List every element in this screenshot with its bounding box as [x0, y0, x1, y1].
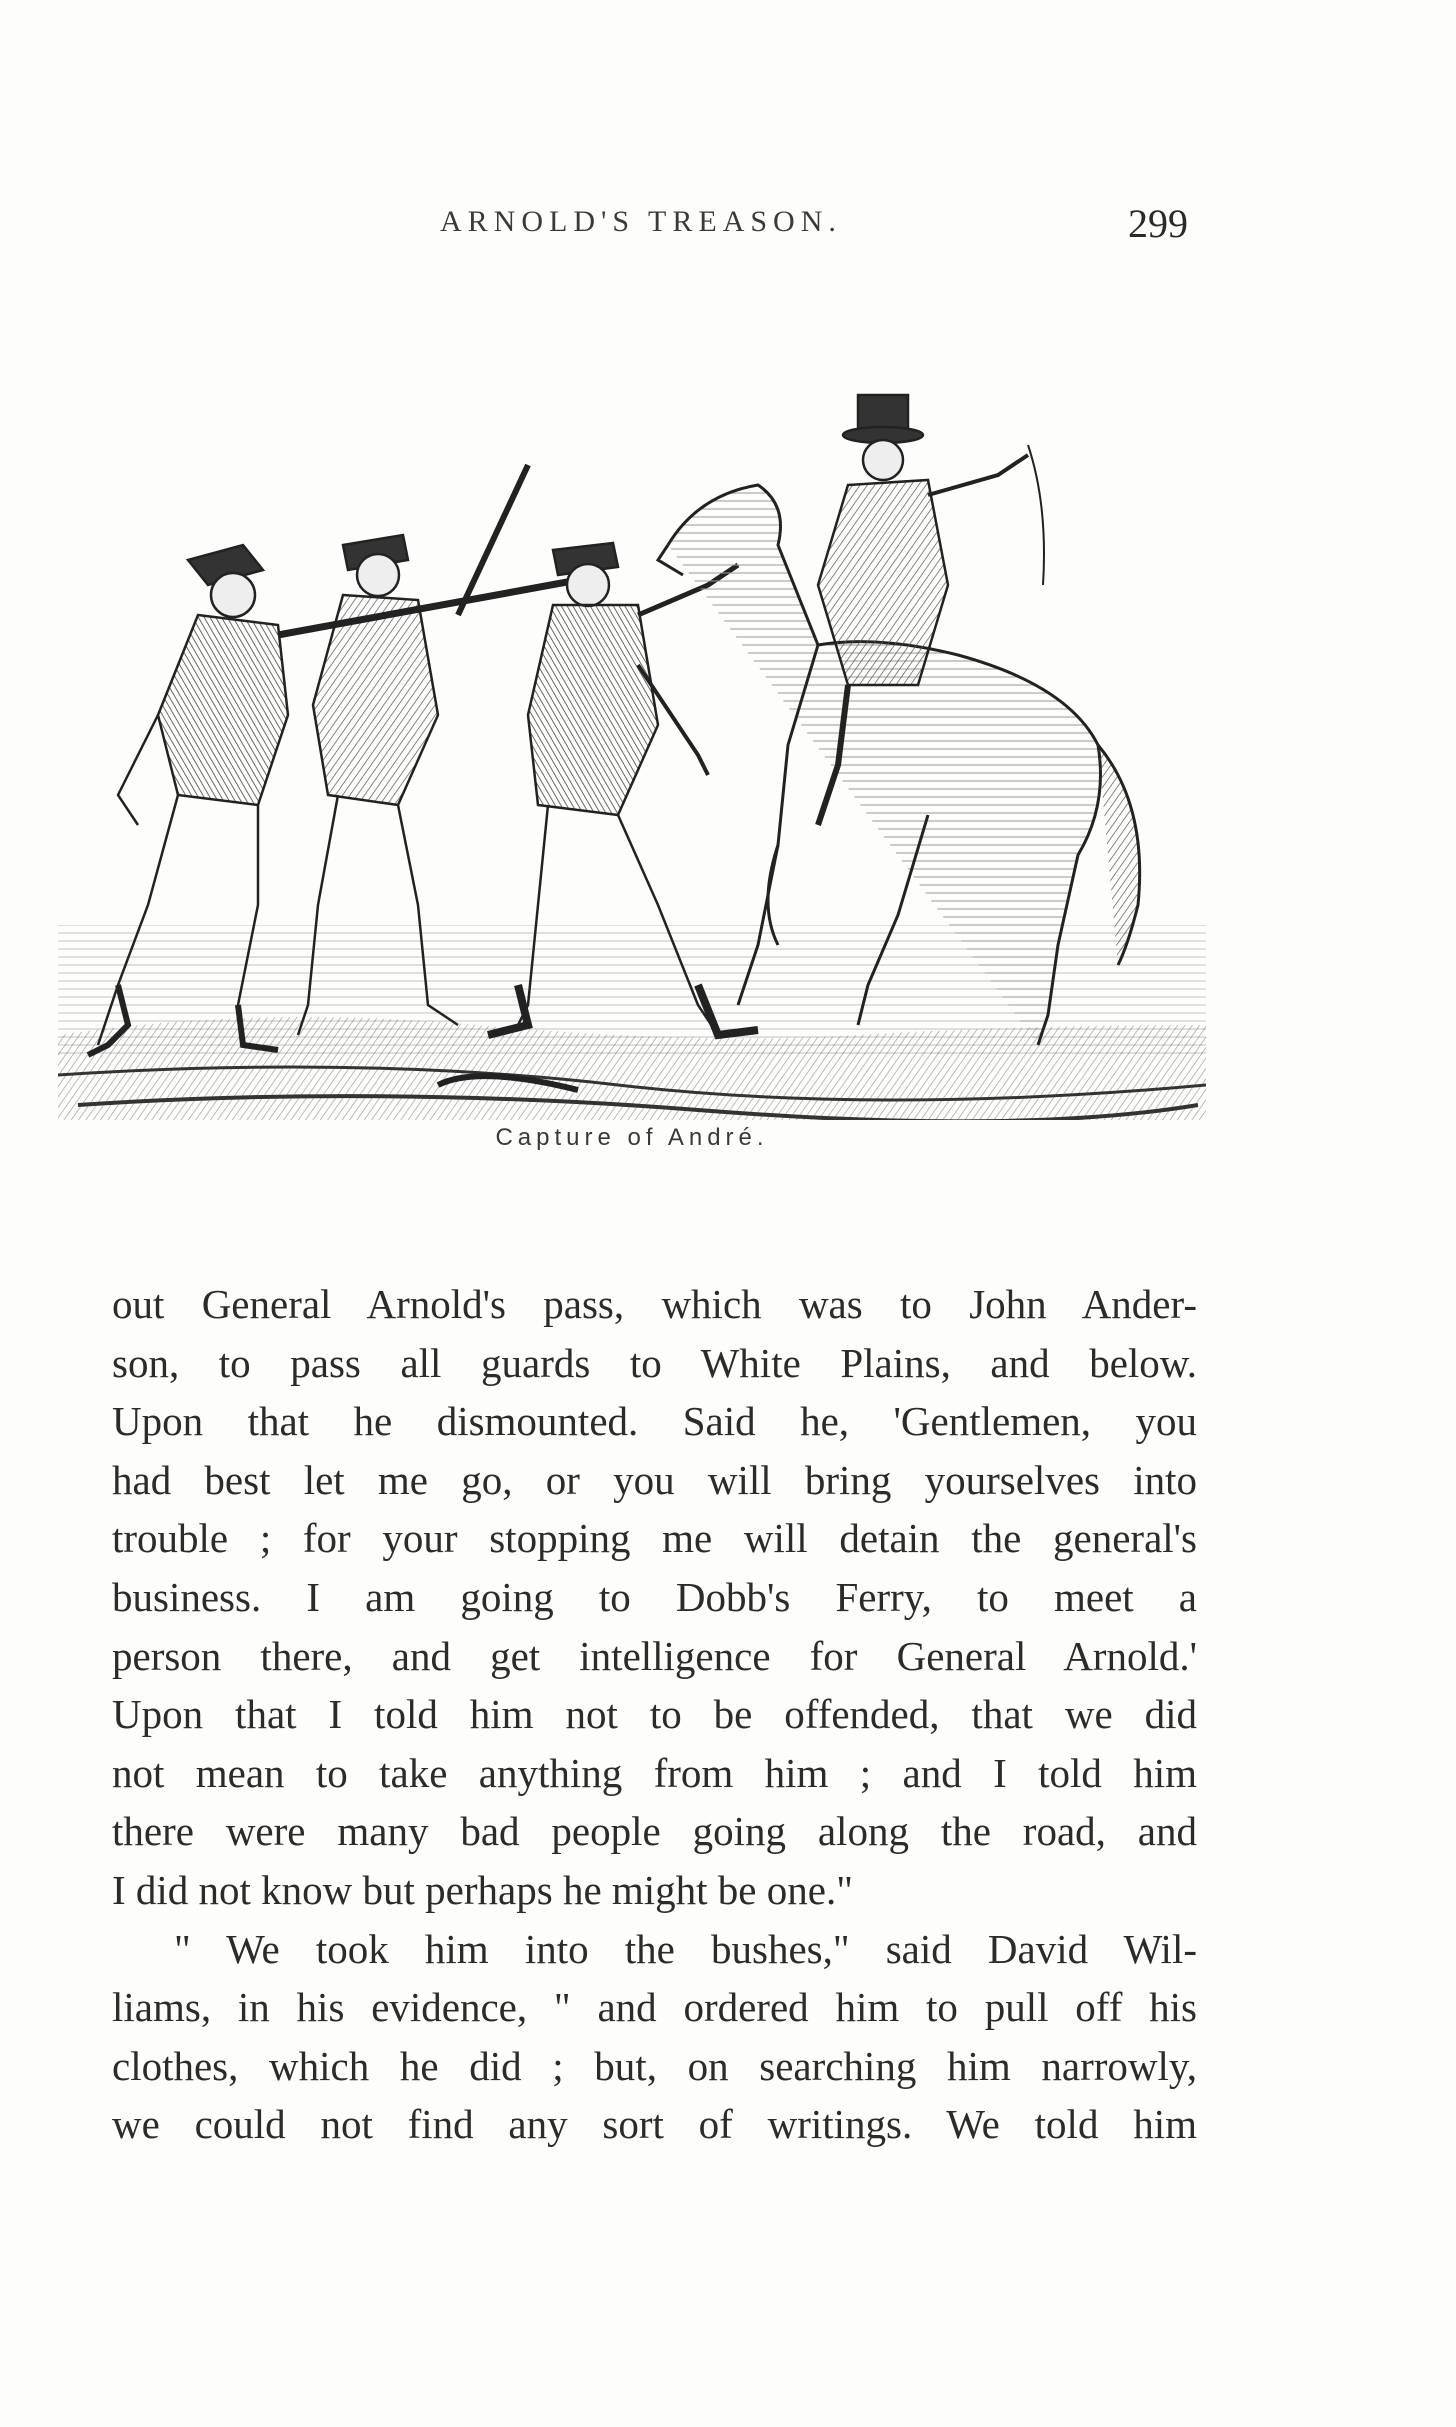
text-line: Upon that he dismounted. Said he, 'Gentlemen, you [112, 1398, 1197, 1445]
text-line: Upon that I told him not to be offended, that we did [112, 1691, 1197, 1738]
body-text [112, 1275, 1197, 2154]
text-line: business. I am going to Dobb's Ferry, to meet a [112, 1573, 1197, 1620]
text-line: had best let me go, or you will bring yourselves into [112, 1456, 1197, 1503]
text-line: we could not find any sort of writings. We told him [112, 2101, 1197, 2148]
text-line: " We took him into the bushes," said David Wil- [174, 1925, 1197, 1972]
text-line: there were many bad people going along the road, and [112, 1808, 1197, 1855]
engraving-illustration [58, 385, 1206, 1120]
text-line: trouble ; for your stopping me will detain the general's [112, 1515, 1197, 1562]
text-line: son, to pass all guards to White Plains, and below. [112, 1339, 1197, 1386]
text-line: I did not know but perhaps he might be one." [112, 1866, 853, 1913]
text-line: liams, in his evidence, " and ordered him to pull off his [112, 1984, 1197, 2031]
page-number: 299 [1128, 201, 1188, 246]
text-line: clothes, which he did ; but, on searching him narrowly, [112, 2042, 1197, 2089]
running-head: ARNOLD'S TREASON. [440, 205, 842, 238]
text-line: person there, and get intelligence for General Arnold.' [112, 1632, 1197, 1679]
text-line: out General Arnold's pass, which was to John Ander- [112, 1281, 1197, 1327]
illustration-caption: Capture of André. [495, 1124, 769, 1151]
text-line: not mean to take anything from him ; and I told him [112, 1749, 1197, 1796]
